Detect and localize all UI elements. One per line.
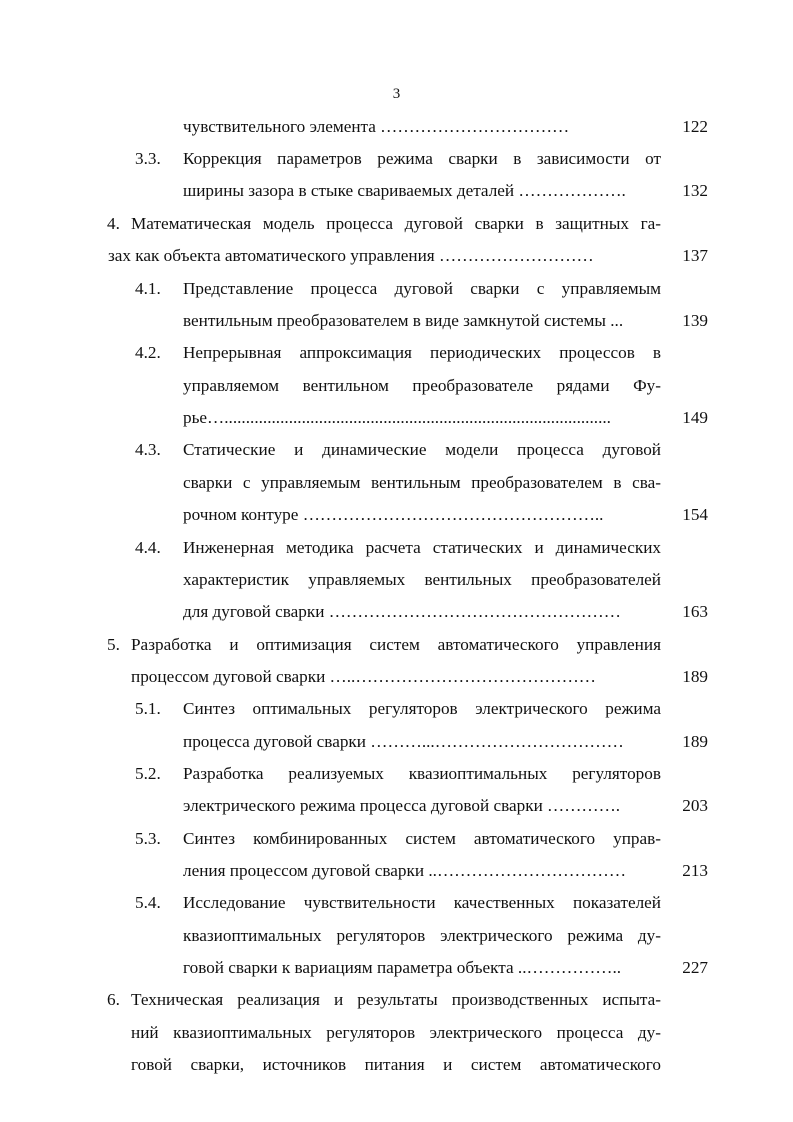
- toc-entry-number: 5.: [107, 635, 120, 654]
- toc-entry-title-line: процессом дуговой сварки …..……………………………………: [131, 667, 596, 686]
- toc-entry-title-line: Разработка и оптимизация систем автоматического управления: [131, 635, 661, 654]
- toc-entry-title-line: Исследование чувствительности качественных показателей: [183, 893, 661, 912]
- toc-entry-number: 4.4.: [135, 538, 161, 557]
- toc-entry-4-3: [0, 435, 793, 465]
- toc-entry-5-2-cont: [0, 791, 793, 821]
- toc-entry-page: 163: [682, 602, 708, 621]
- toc-entry-title-line: ления процессом дуговой сварки ..……………………………: [183, 861, 627, 880]
- toc-entry-number: 5.1.: [135, 699, 161, 718]
- toc-entry-title-line: Коррекция параметров режима сварки в зависимости от: [183, 149, 661, 168]
- toc-entry-title-line: Техническая реализация и результаты производственных испыта-: [131, 990, 661, 1009]
- toc-entry-title-line: Разработка реализуемых квазиоптимальных регуляторов: [183, 764, 661, 783]
- page-number: 3: [392, 86, 401, 102]
- toc-entry-title-line: ний квазиоптимальных регуляторов электрического процесса ду-: [131, 1023, 661, 1042]
- toc-entry-4-1-cont: [0, 306, 793, 336]
- toc-entry-4-4: [0, 533, 793, 563]
- toc-entry-page: 189: [682, 667, 708, 686]
- toc-entry-title-line: Синтез оптимальных регуляторов электрического режима: [183, 699, 661, 718]
- toc-entry-title-line: характеристик управляемых вентильных преобразователей: [183, 570, 661, 589]
- toc-entry-number: 3.3.: [135, 149, 161, 168]
- toc-entry-number: 4.: [107, 214, 120, 233]
- toc-entry-title-line: говой сварки, источников питания и систем автоматического: [131, 1055, 661, 1074]
- toc-chapter-5-cont: [0, 662, 793, 692]
- toc-entry-title-line: Инженерная методика расчета статических и динамических: [183, 538, 661, 557]
- toc-entry-number: 6.: [107, 990, 120, 1009]
- toc-entry-5-4-cont2: [0, 953, 793, 983]
- toc-entry-4-2-cont: [0, 371, 793, 401]
- toc-entry-5-1: [0, 694, 793, 724]
- toc-entry-number: 4.1.: [135, 279, 161, 298]
- toc-chapter-6: [0, 985, 793, 1015]
- toc-entry-title-line: говой сварки к вариациям параметра объекта ..……………..: [183, 958, 622, 977]
- toc-entry-title-line: вентильным преобразователем в виде замкнутой системы ...: [183, 311, 624, 330]
- toc-entry-3-3-cont: [0, 176, 793, 206]
- toc-entry-number: 4.3.: [135, 440, 161, 459]
- toc-chapter-6-cont: [0, 1018, 793, 1048]
- toc-entry-page: 137: [682, 246, 708, 265]
- toc-entry-4-4-cont: [0, 565, 793, 595]
- toc-entry-4-3-cont2: [0, 500, 793, 530]
- toc-entry-page: 227: [682, 958, 708, 977]
- toc-entry-title-line: Синтез комбинированных систем автоматического управ-: [183, 829, 661, 848]
- toc-entry-4-3-cont: [0, 468, 793, 498]
- toc-entry-number: 4.2.: [135, 343, 161, 362]
- toc-chapter-4-cont: [0, 241, 793, 271]
- toc-entry-page: 122: [682, 117, 708, 136]
- toc-entry-page: 203: [682, 796, 708, 815]
- toc-entry-5-3-cont: [0, 856, 793, 886]
- toc-entry-5-4-cont: [0, 921, 793, 951]
- toc-chapter-5: [0, 630, 793, 660]
- toc-entry-continuation: [0, 112, 793, 142]
- toc-entry-4-1: [0, 274, 793, 304]
- toc-entry-5-1-cont: [0, 727, 793, 757]
- toc-entry-title-line: зах как объекта автоматического управления ………………………: [108, 246, 594, 265]
- toc-entry-title-line: Представление процесса дуговой сварки с управляемым: [183, 279, 661, 298]
- toc-entry-title-line: Математическая модель процесса дуговой сварки в защитных га-: [131, 214, 661, 233]
- toc-entry-4-4-cont2: [0, 597, 793, 627]
- toc-entry-title-line: управляемом вентильном преобразователе рядами Фу-: [183, 376, 661, 395]
- toc-entry-page: 149: [682, 408, 708, 427]
- toc-entry-number: 5.4.: [135, 893, 161, 912]
- toc-entry-title-line: ширины зазора в стыке свариваемых деталей ……………….: [183, 181, 626, 200]
- toc-entry-5-2: [0, 759, 793, 789]
- toc-entry-page: 132: [682, 181, 708, 200]
- toc-entry-title-line: рочном контуре ……………………………………………..: [183, 505, 604, 524]
- toc-entry-page: 154: [682, 505, 708, 524]
- toc-entry-page: 189: [682, 732, 708, 751]
- toc-entry-5-4: [0, 888, 793, 918]
- toc-entry-4-2-cont2: [0, 403, 793, 433]
- toc-entry-title-line: чувствительного элемента ……………………………: [183, 117, 570, 136]
- toc-entry-page: 213: [682, 861, 708, 880]
- toc-entry-title-line: Непрерывная аппроксимация периодических процессов в: [183, 343, 661, 362]
- toc-entry-3-3: [0, 144, 793, 174]
- toc-entry-page: 139: [682, 311, 708, 330]
- toc-entry-title-line: сварки с управляемым вентильным преобразователем в сва-: [183, 473, 661, 492]
- toc-chapter-6-cont2: [0, 1050, 793, 1080]
- toc-entry-title-line: для дуговой сварки ……………………………………………: [183, 602, 621, 621]
- toc-entry-4-2: [0, 338, 793, 368]
- toc-entry-title-line: процесса дуговой сварки ………...……………………………: [183, 732, 624, 751]
- toc-entry-title-line: Статические и динамические модели процесса дуговой: [183, 440, 661, 459]
- toc-entry-5-3: [0, 824, 793, 854]
- toc-entry-title-line: квазиоптимальных регуляторов электрического режима ду-: [183, 926, 661, 945]
- toc-entry-number: 5.3.: [135, 829, 161, 848]
- toc-entry-title-line: электрического режима процесса дуговой сварки ………….: [183, 796, 621, 815]
- toc-chapter-4: [0, 209, 793, 239]
- toc-entry-title-line: рье…..........................................................................................: [183, 408, 611, 427]
- toc-entry-number: 5.2.: [135, 764, 161, 783]
